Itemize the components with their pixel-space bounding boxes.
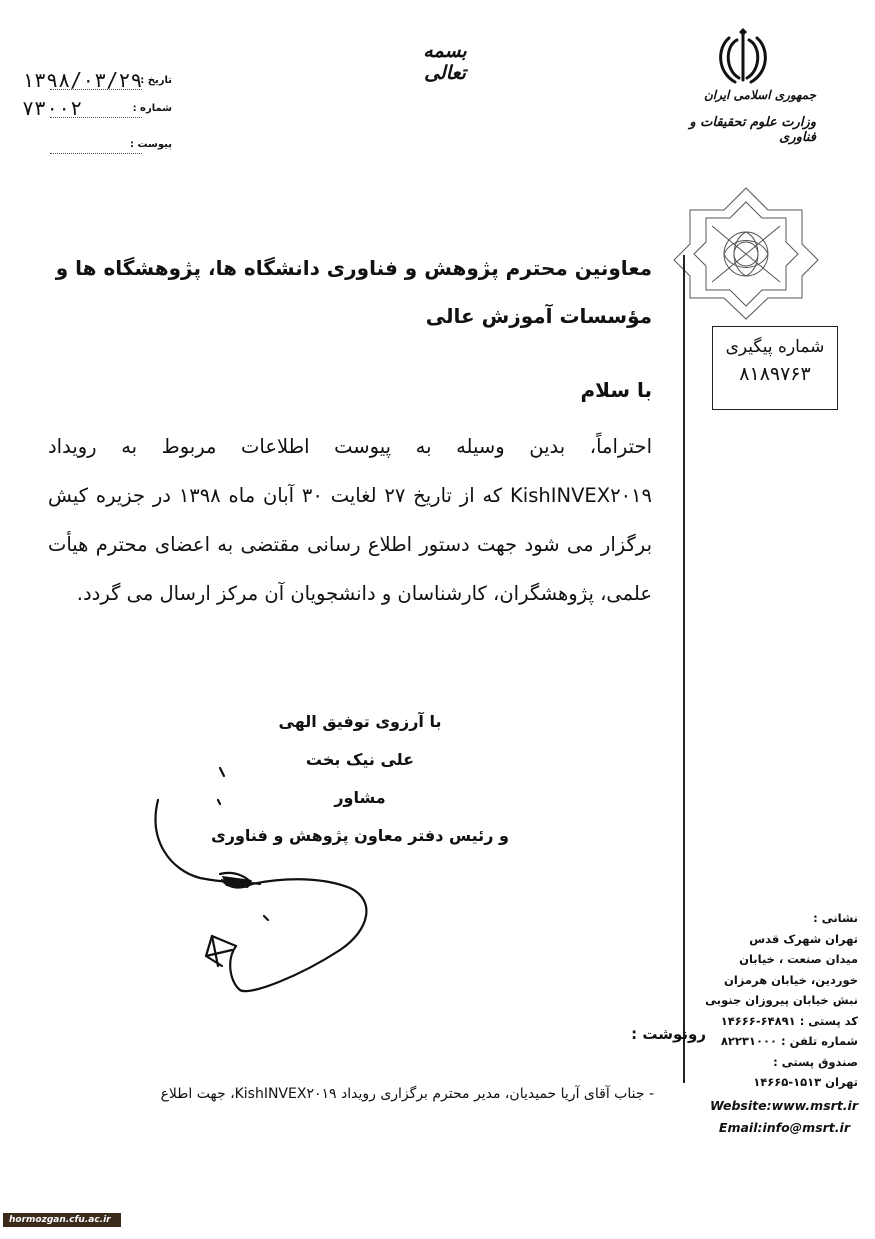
date-row — [22, 68, 172, 94]
iran-emblem-icon — [715, 28, 771, 88]
number-row — [22, 96, 172, 122]
email-link[interactable]: Email:info@msrt.ir — [718, 1120, 850, 1135]
address-line: نبش خیابان پیروزان جنوبی — [705, 993, 858, 1007]
date-value: ۱۳۹۸/۰۳/۲۹ — [22, 68, 143, 92]
po-box-label: صندوق پستی : — [773, 1054, 858, 1069]
recipient: معاونین محترم پژوهش و فناوری دانشگاه ها، پژوهشگاه ها و مؤسسات آموزش عالی — [55, 256, 652, 328]
letter-body: احتراماً، بدین وسیله به پیوست اطلاعات مربوط به رویداد KishINVEX۲۰۱۹ که از تاریخ ۲۷ لغایت ۳۰ آبان ماه ۱۳۹۸ در جزیره کیش برگزار می شود جهت دستور اطلاع رسانی مقتضی به اعضای محترم هیأت علمی، پژوهشگران، کارشناسان و دانشجویان آن مرکز ارسال می گردد. — [48, 435, 652, 605]
address-line: میدان صنعت ، خیابان — [739, 952, 858, 966]
margin-divider — [683, 255, 685, 1083]
basmala: بسمه تعالی — [423, 40, 467, 84]
closing-line: با آرزوی توفیق الهی — [278, 712, 442, 731]
date-label: تاریخ : — [140, 75, 172, 86]
greeting: با سلام — [580, 378, 652, 402]
org-country: جمهوری اسلامی ایران — [703, 88, 816, 102]
signer-title: مشاور — [334, 788, 386, 807]
number-value: ۷۳۰۰۲ — [22, 96, 83, 120]
signer-name: علی نیک بخت — [305, 750, 415, 769]
attachment-row — [22, 136, 172, 158]
tracking-label: شماره پیگیری — [725, 337, 825, 357]
po-box-value: تهران ۱۵۱۳-۱۴۶۶۵ — [753, 1075, 858, 1089]
signer-position: و رئیس دفتر معاون پژوهش و فناوری — [211, 826, 509, 845]
phone-number: شماره تلفن : ۸۲۲۳۱۰۰۰ — [720, 1034, 858, 1048]
address-line: نشانی : — [813, 911, 858, 925]
attachment-dotted-line — [50, 153, 142, 154]
address-block — [690, 908, 858, 1093]
footer-watermark: hormozgan.cfu.ac.ir — [3, 1213, 121, 1227]
postal-code: کد پستی : ۶۴۸۹۱-۱۴۶۶۶ — [720, 1013, 858, 1028]
date-dotted-line — [50, 89, 142, 90]
tracking-number: ۸۱۸۹۷۶۳ — [739, 363, 811, 385]
handwritten-signature — [140, 760, 380, 1010]
attachment-label: پیوست : — [129, 139, 172, 150]
number-label: شماره : — [132, 103, 172, 114]
org-ministry: وزارت علوم تحقیقات و فناوری — [689, 115, 816, 145]
number-dotted-line — [50, 117, 142, 118]
website-link[interactable]: Website:www.msrt.ir — [710, 1098, 858, 1113]
ornament-icon — [672, 186, 820, 321]
address-line: خوردین، خیابان هرمزان — [724, 972, 858, 987]
cc-label: رونوشت : — [631, 1025, 706, 1043]
cc-line: - جناب آقای آریا حمیدیان، مدیر محترم برگزاری رویداد KishINVEX۲۰۱۹، جهت اطلاع — [160, 1086, 654, 1102]
tracking-box — [712, 326, 838, 410]
address-line: تهران شهرک قدس — [749, 931, 858, 946]
